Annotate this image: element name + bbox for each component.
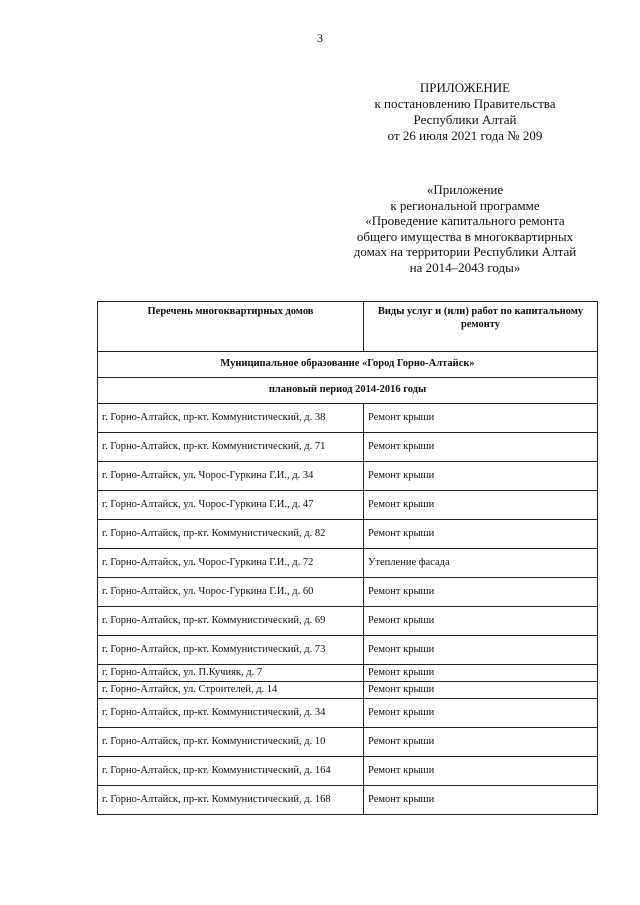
table-row — [98, 786, 598, 815]
work-type: Ремонт крыши — [364, 404, 598, 433]
appendix-title: ПРИЛОЖЕНИЕ — [419, 80, 511, 95]
house-address: г. Горно-Алтайск, пр-кт. Коммунистический, д. 168 — [98, 786, 364, 815]
table-header-row — [98, 302, 598, 352]
house-address: г. Горно-Алтайск, пр-кт. Коммунистический, д. 69 — [98, 607, 364, 636]
house-address: г. Горно-Алтайск, пр-кт. Коммунистический, д. 73 — [98, 636, 364, 665]
program-line: «Проведение капитального ремонта — [365, 213, 565, 229]
program-line: к региональной программе — [390, 197, 540, 213]
work-type: Ремонт крыши — [364, 786, 598, 815]
work-type: Ремонт крыши — [364, 520, 598, 549]
table-row — [98, 607, 598, 636]
header-houses: Перечень многоквартирных домов — [98, 302, 364, 352]
house-address: г. Горно-Алтайск, ул. П.Кучияк, д. 7 — [98, 665, 364, 682]
work-type: Ремонт крыши — [364, 682, 598, 699]
table-row — [98, 433, 598, 462]
house-address: г. Горно-Алтайск, ул. Чорос-Гуркина Г.И., д. 60 — [98, 578, 364, 607]
table-row — [98, 682, 598, 699]
page-number: 3 — [317, 31, 323, 45]
work-type: Ремонт крыши — [364, 636, 598, 665]
house-address: г. Горно-Алтайск, пр-кт. Коммунистический, д. 10 — [98, 728, 364, 757]
house-address: г. Горно-Алтайск, пр-кт. Коммунистический, д. 71 — [98, 433, 364, 462]
work-type: Ремонт крыши — [364, 491, 598, 520]
houses-table — [97, 301, 598, 815]
house-address: г. Горно-Алтайск, пр-кт. Коммунистический, д. 164 — [98, 757, 364, 786]
work-type: Ремонт крыши — [364, 433, 598, 462]
municipality-label: Муниципальное образование «Город Горно-Алтайск» — [98, 352, 598, 378]
appendix-heading — [330, 80, 600, 144]
header-services: Виды услуг и (или) работ по капитальному ремонту — [364, 302, 598, 352]
program-line: «Приложение — [426, 182, 504, 197]
work-type: Ремонт крыши — [364, 607, 598, 636]
work-type: Ремонт крыши — [364, 699, 598, 728]
table-row — [98, 665, 598, 682]
appendix-line: к постановлению Правительства — [374, 96, 556, 111]
program-line: домах на территории Республики Алтай — [353, 244, 577, 260]
appendix-line: Республики Алтай — [413, 112, 517, 127]
house-address: г. Горно-Алтайск, ул. Чорос-Гуркина Г.И., д. 72 — [98, 549, 364, 578]
work-type: Ремонт крыши — [364, 665, 598, 682]
table-row — [98, 636, 598, 665]
work-type: Утепление фасада — [364, 549, 598, 578]
work-type: Ремонт крыши — [364, 578, 598, 607]
house-address: г. Горно-Алтайск, ул. Чорос-Гуркина Г.И., д. 34 — [98, 462, 364, 491]
program-line: на 2014–2043 годы» — [409, 259, 521, 275]
table-row — [98, 549, 598, 578]
table-row — [98, 578, 598, 607]
house-address: г. Горно-Алтайск, ул. Строителей, д. 14 — [98, 682, 364, 699]
work-type: Ремонт крыши — [364, 757, 598, 786]
house-address: г. Горно-Алтайск, пр-кт. Коммунистический, д. 38 — [98, 404, 364, 433]
period-label: плановый период 2014-2016 годы — [98, 378, 598, 404]
appendix-date: от 26 июля 2021 года № 209 — [387, 128, 543, 143]
municipality-row — [98, 352, 598, 378]
house-address: г. Горно-Алтайск, пр-кт. Коммунистический, д. 34 — [98, 699, 364, 728]
table-row — [98, 757, 598, 786]
work-type: Ремонт крыши — [364, 462, 598, 491]
table-row — [98, 699, 598, 728]
program-line: общего имущества в многоквартирных — [356, 228, 574, 244]
house-address: г. Горно-Алтайск, пр-кт. Коммунистический, д. 82 — [98, 520, 364, 549]
house-address: г. Горно-Алтайск, ул. Чорос-Гуркина Г.И., д. 47 — [98, 491, 364, 520]
table-row — [98, 491, 598, 520]
program-appendix-heading — [324, 182, 606, 276]
table-row — [98, 404, 598, 433]
table-row — [98, 520, 598, 549]
work-type: Ремонт крыши — [364, 728, 598, 757]
table-row — [98, 462, 598, 491]
table-row — [98, 728, 598, 757]
period-row — [98, 378, 598, 404]
